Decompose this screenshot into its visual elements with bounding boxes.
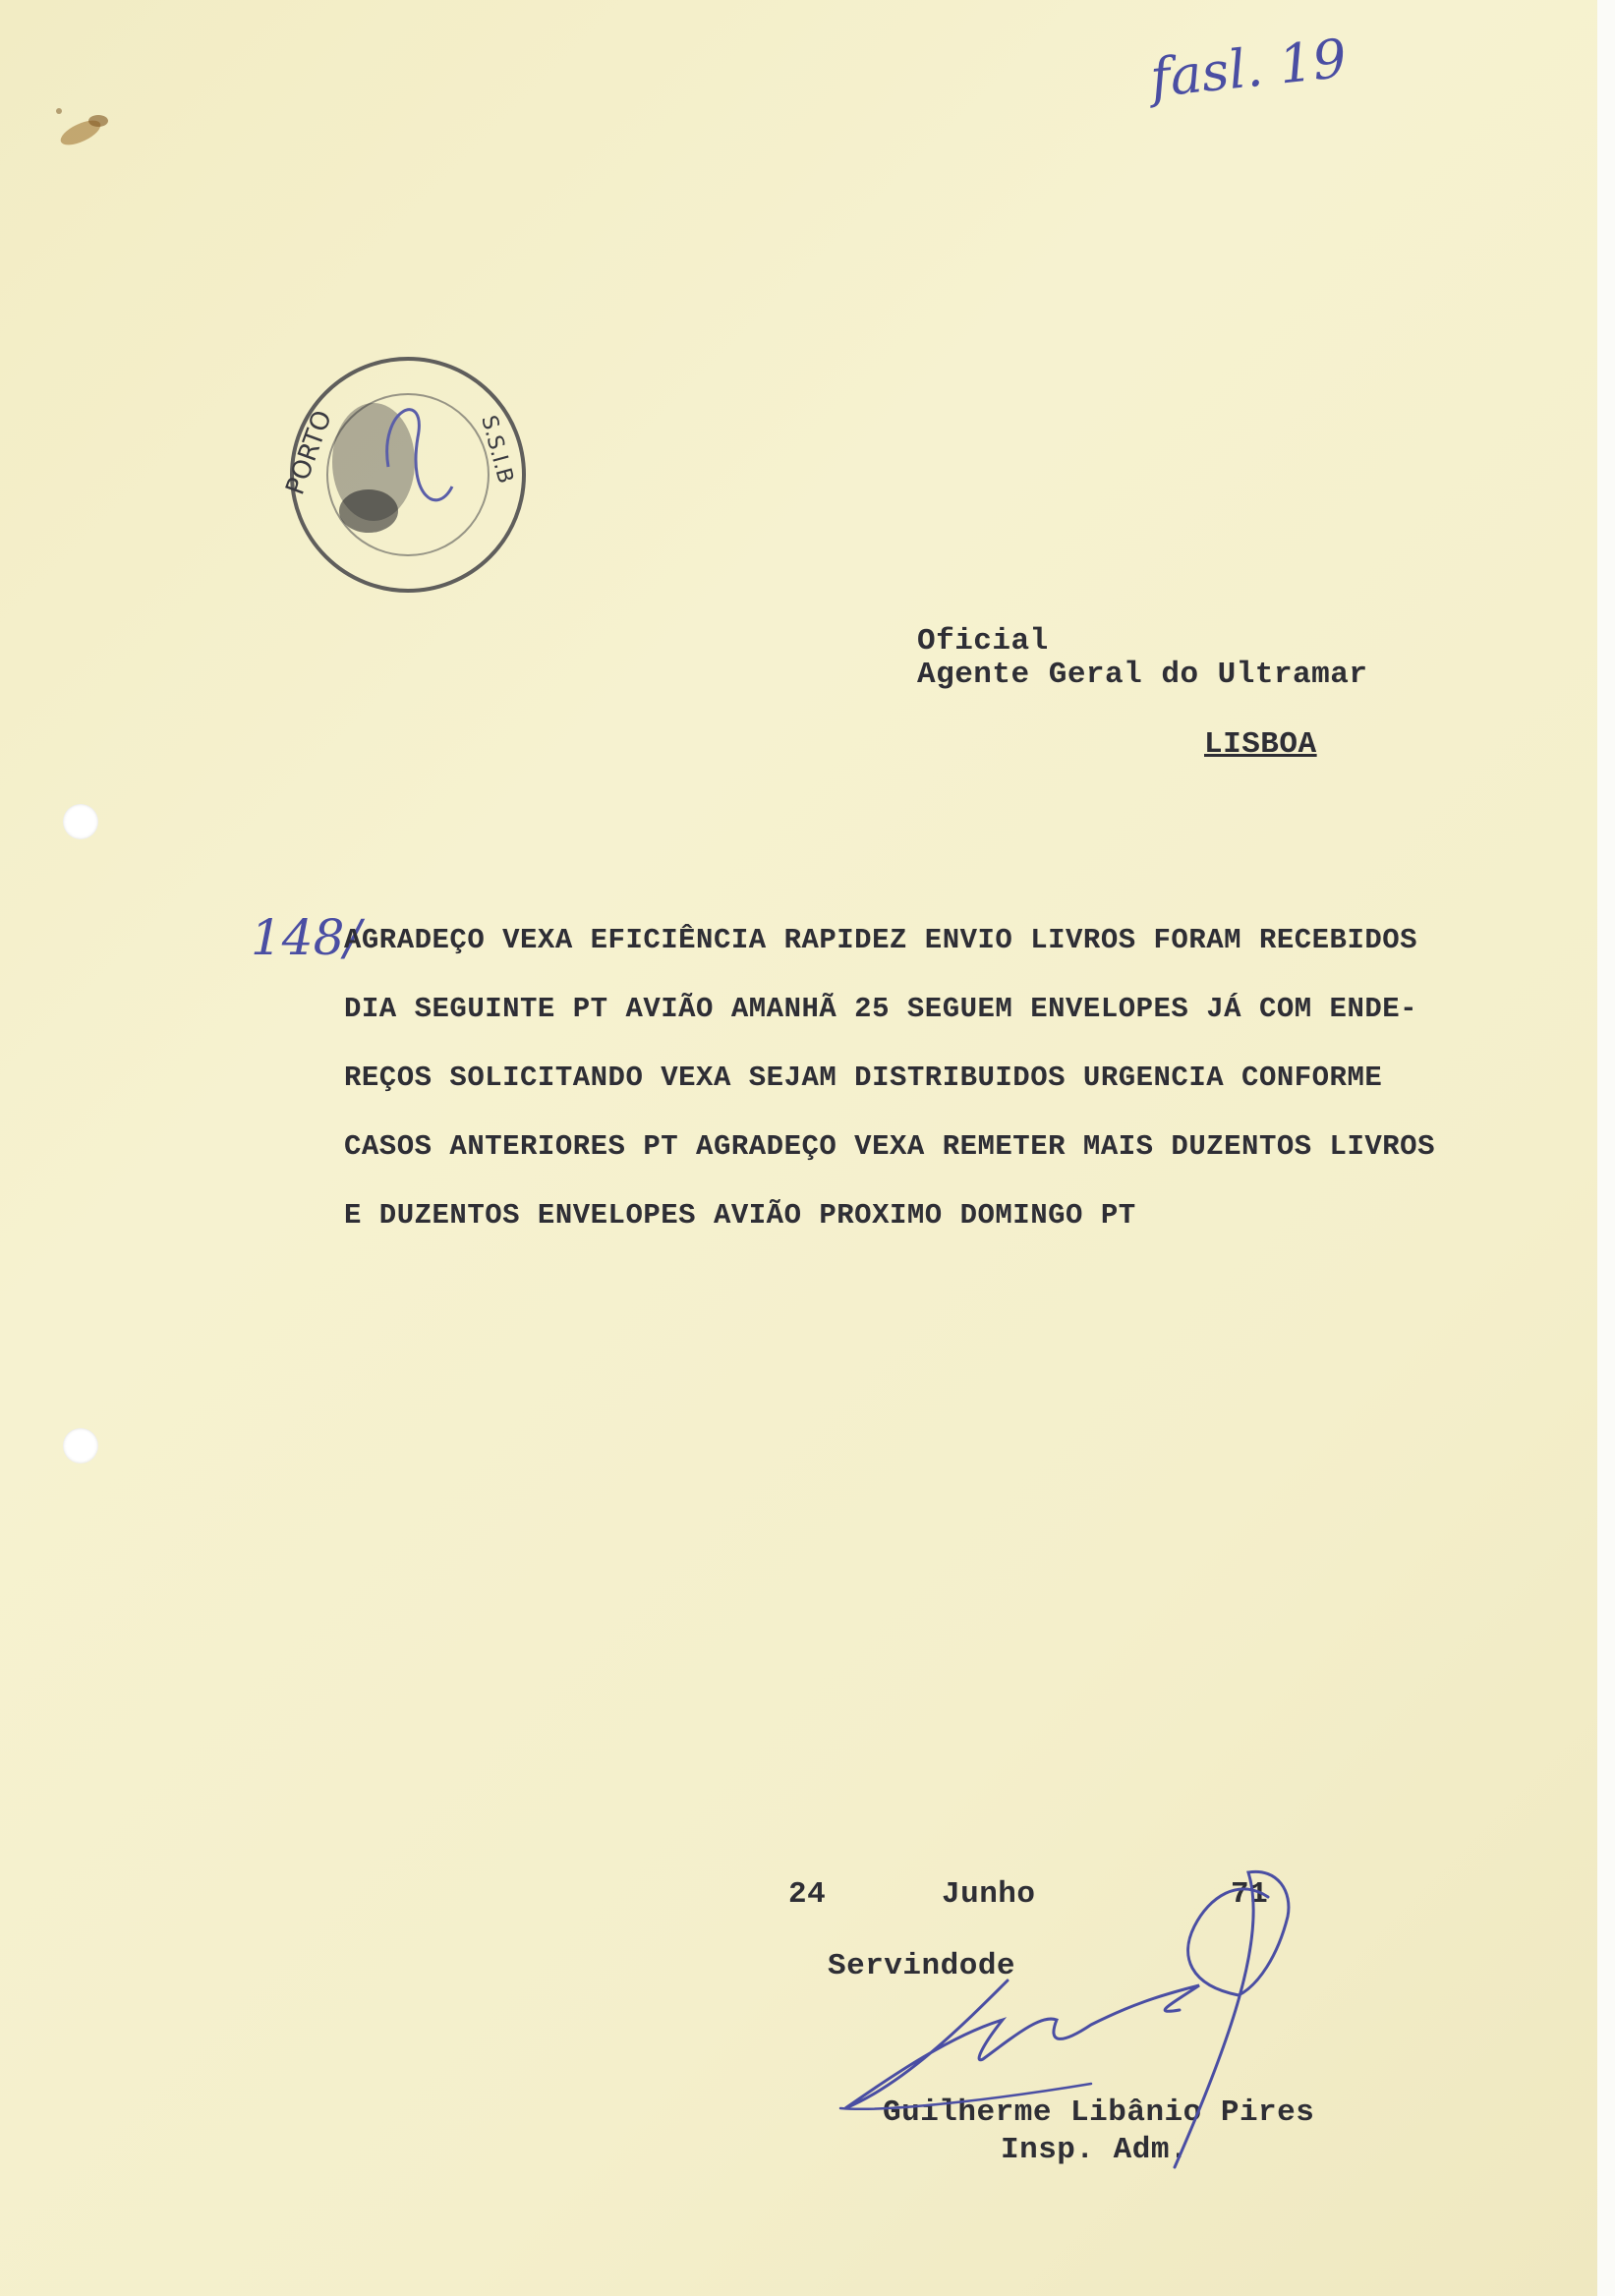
scan-margin	[1597, 0, 1615, 2296]
date-month: Junho	[942, 1877, 1036, 1912]
punch-hole-bottom	[63, 1428, 98, 1464]
punch-hole-top	[63, 804, 98, 839]
official-stamp	[280, 349, 536, 604]
svg-text:S.S.I.B: S.S.I.B	[476, 413, 518, 487]
rust-spot	[39, 93, 128, 152]
reference-number: 148/	[251, 909, 362, 966]
closing-salutation: Servindode	[828, 1949, 1016, 1983]
recipient-line-1: Oficial	[917, 624, 1049, 659]
date-day: 24	[788, 1877, 827, 1912]
message-line: E DUZENTOS ENVELOPES AVIÃO PROXIMO DOMINGO PT	[344, 1199, 1136, 1232]
message-line: REÇOS SOLICITANDO VEXA SEJAM DISTRIBUIDOS URGENCIA CONFORME	[344, 1062, 1383, 1094]
signatory-title: Insp. Adm.	[1001, 2133, 1189, 2167]
date-year: 71	[1231, 1877, 1269, 1912]
message-line: DIA SEGUINTE PT AVIÃO AMANHÃ 25 SEGUEM ENVELOPES JÁ COM ENDE-	[344, 993, 1418, 1025]
recipient-line-2: Agente Geral do Ultramar	[917, 658, 1368, 692]
message-line: CASOS ANTERIORES PT AGRADEÇO VEXA REMETER MAIS DUZENTOS LIVROS	[344, 1130, 1435, 1163]
signatory-name: Guilherme Libânio Pires	[883, 2095, 1315, 2130]
file-note: fasl. 19	[1147, 27, 1350, 110]
handwritten-signature	[836, 1848, 1386, 2202]
svg-text:PORTO: PORTO	[280, 406, 338, 499]
message-line: AGRADEÇO VEXA EFICIÊNCIA RAPIDEZ ENVIO LIVROS FORAM RECEBIDOS	[344, 924, 1418, 956]
recipient-city: LISBOA	[1204, 727, 1317, 762]
